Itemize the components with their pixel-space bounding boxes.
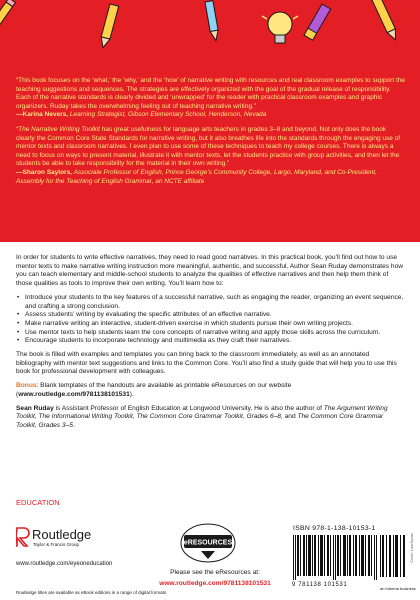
bio-text: . xyxy=(72,421,75,429)
barcode-bars xyxy=(293,535,377,580)
eresources-badge-label: eRESOURCES xyxy=(183,539,233,547)
review-quote-1 xyxy=(16,77,405,120)
quote-affiliation: Associate Professor of English, Prince George’s Community College, Largo, Maryland, and Co-President, Assembly for the Teaching of English Grammar, an NCTE affiliate xyxy=(16,168,377,185)
routledge-r-icon xyxy=(16,527,30,547)
bonus-label: Bonus xyxy=(16,382,37,390)
bullet-item: • Make narrative writing an interactive, student-driven exercise in which students pursue their own writing projects. xyxy=(16,320,404,329)
closing-paragraph: The book is filled with examples and templates you can bring back to the classroom immediately, as well as an annotated bibliography with mentor text suggestions and links to the Common Core. You’ll also find a study guide that will help you to use this book for professional development with colleagues. xyxy=(16,351,397,376)
red-header-panel xyxy=(0,0,420,242)
quote-attribution xyxy=(16,169,405,186)
quote-affiliation: Learning Strategist, Gibson Elementary School, Henderson, Nevada xyxy=(68,111,267,119)
publisher-name: Routledge xyxy=(32,527,92,542)
quote-book-title: “The Narrative Writing Toolkit xyxy=(16,125,100,133)
intro-paragraph: In order for students to write effective narratives, they need to read good narratives. In this practical book, you’ll find out how to use mentor texts to make narrative writing instruction more meaningful, authentic, and successful. Author Sean Ruday demonstrates how you can teach elementary and middle-school students to analyze the qualities of effective narratives and then help them think of those qualities as tools to improve their own writing. You’ll learn how to: xyxy=(16,254,404,288)
bullet-item: • Use mentor texts to help students learn the core concepts of narrative writing and apply those skills across the curriculum. xyxy=(16,329,404,338)
bonus-link[interactable]: www.routledge.com/9781138101531 xyxy=(18,390,130,398)
bio-text: and xyxy=(282,413,298,421)
bullet-item: • Encourage students to incorporate technology and multimedia as they craft their narratives. xyxy=(16,337,404,346)
bio-text: is Assistant Professor of English Education at Longwood University. He is also the author of xyxy=(53,404,324,412)
doodle-illustrations xyxy=(0,0,420,62)
lightbulb-icon xyxy=(262,12,298,43)
review-quote-2 xyxy=(16,126,405,186)
bio-titles: The Argument Writing Toolkit, The Informational Writing Toolkit, The Common Core Grammar Toolkit, Grades 6–8, xyxy=(16,404,388,421)
ebook-note: Routledge titles are available as eBook editions in a range of digital formats xyxy=(16,590,167,595)
quote-text: “This book focuses on the ‘what,’ the ‘why,’ and the ‘how’ of narrative writing with resources and real classroom examples to support the teaching suggestions and sequences. The strategies are effectively organized with the goal of the gradual release of responsibility. Each of the narrative standards is clearly divided and ‘unwrapped’ for the reader with practical classroom examples and graphic organizers. Ruday takes the overwhelming feeling out of teaching narrative writing.” xyxy=(16,77,405,110)
pencil-icon xyxy=(372,0,400,42)
isbn-number: ISBN 978-1-138-10153-1 xyxy=(293,525,376,532)
pencil-icon xyxy=(205,1,220,42)
learning-bullets xyxy=(16,294,404,346)
author-bio xyxy=(16,405,404,431)
book-description xyxy=(16,254,404,436)
barcode-digits: 9 781138 101531 xyxy=(292,582,348,588)
pencil-icon xyxy=(99,4,119,49)
barcode-addon-bars xyxy=(380,535,406,577)
category-label: EDUCATION xyxy=(16,498,60,507)
isbn-barcode xyxy=(290,524,416,594)
quote-author: —Karina Nevers, xyxy=(16,111,69,119)
quote-text: has great usefulness for language arts teachers in grades 3–8 and beyond. Not only does the book clearly the Common Core State Standards for narrative writing, but it also breathes life into the standards through the engaging use of mentor texts and classroom narratives. I even plan to use some of these techniques to teach my college courses. There is always a need to focus on ways to present material, illustrate it with mentor texts, let the students practice with group activities, and then let the students be able to take responsibility for the material in their own writing.” xyxy=(16,125,401,168)
bio-titles: The Common Core Grammar Toolkit, Grades 3–5 xyxy=(16,413,384,429)
quote-author: —Sharon Saylors, xyxy=(16,168,72,176)
bonus-paragraph xyxy=(16,382,404,399)
quote-attribution xyxy=(16,111,405,120)
cover-credit: Cover: Lisa Dynan xyxy=(410,533,414,563)
bonus-text: : Blank templates of the handouts are available as printable eResources on our website ( xyxy=(16,382,292,398)
eresources-url[interactable]: www.routledge.com/9781138101531 xyxy=(159,580,271,587)
marker-icon xyxy=(304,4,331,40)
bullet-item: • Introduce your students to the key features of a successful narrative, such as engaging the reader, organizing an event sequence, and crafting a strong conclusion. xyxy=(16,294,404,311)
eresources-badge xyxy=(177,521,239,567)
pencil-icon xyxy=(0,0,15,41)
bonus-end: ). xyxy=(129,390,134,398)
informa-note: an informa business xyxy=(380,586,416,591)
eresources-text: Please see the eResources at: xyxy=(170,569,260,576)
author-name: Sean Ruday xyxy=(16,404,54,412)
review-quotes xyxy=(16,77,405,186)
publisher-url[interactable]: www.routledge.com/eyeoneducation xyxy=(16,561,113,567)
publisher-group: Taylor & Francis Group xyxy=(33,542,80,547)
bullet-item: • Assess students’ writing by evaluating the specific attributes of an effective narrative. xyxy=(16,311,404,320)
